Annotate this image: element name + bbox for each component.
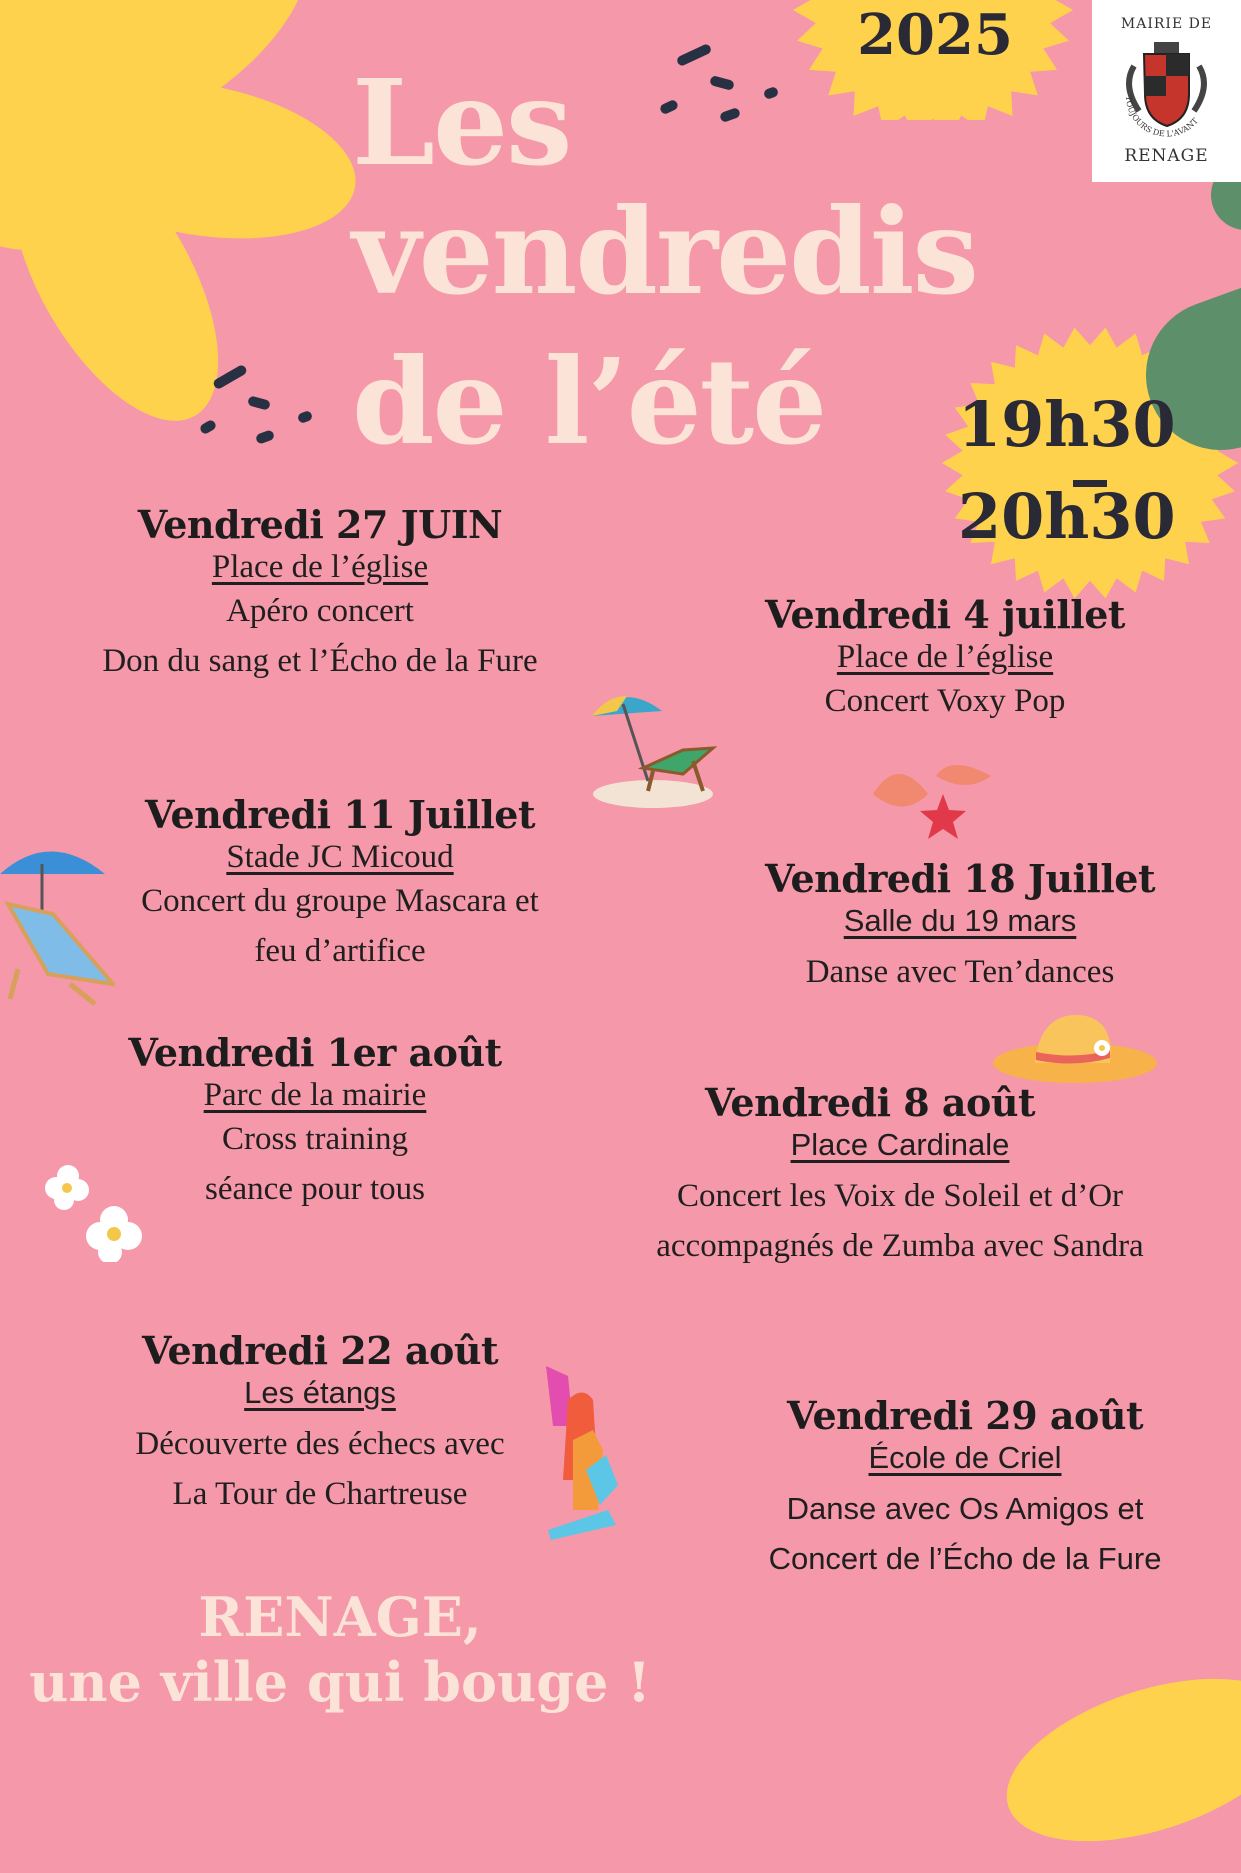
dash-decoration (709, 75, 735, 91)
town-hall-logo (1092, 0, 1241, 182)
event-place: Les étangs (244, 1375, 396, 1410)
yellow-flower-decoration (0, 0, 390, 460)
footer-town: RENAGE, (198, 1585, 482, 1649)
event-27-june (50, 502, 590, 686)
footer-slogan: une ville qui bouge ! (29, 1650, 651, 1714)
event-place: Parc de la mairie (203, 1077, 427, 1113)
event-desc-line: Danse avec Ten’dances (805, 954, 1115, 990)
event-22-august (50, 1328, 590, 1519)
event-place: Stade JC Micoud (226, 839, 454, 875)
event-desc-line: Découverte des échecs avec (135, 1426, 505, 1462)
title-line-2: vendredis (352, 182, 977, 321)
event-29-august (705, 1393, 1225, 1584)
event-desc-line: La Tour de Chartreuse (172, 1476, 468, 1512)
event-desc-line: Concert du groupe Mascara et (141, 883, 539, 919)
logo-bottom-text: RENAGE (1124, 146, 1209, 166)
event-title: Vendredi 22 août (141, 1328, 499, 1373)
event-18-july (700, 856, 1220, 997)
event-desc-line: Apéro concert (226, 593, 414, 629)
event-title: Vendredi 11 Juillet (144, 792, 536, 837)
title-line-3: de l’été (352, 332, 826, 471)
event-title: Vendredi 8 août (704, 1080, 1036, 1125)
time-start: 19h30 (958, 388, 1176, 461)
event-desc-line: Danse avec Os Amigos et (786, 1491, 1144, 1526)
event-desc-line: Concert de l’Écho de la Fure (768, 1541, 1162, 1576)
event-desc-line: Concert les Voix de Soleil et d’Or (676, 1178, 1124, 1214)
logo-motto: TOUJOURS DE L'AVANT (1123, 95, 1200, 139)
event-place: École de Criel (868, 1440, 1062, 1475)
umbrella-deckchair-icon (0, 834, 115, 1009)
event-desc-line: feu d’artifice (254, 933, 426, 969)
event-desc-line: Don du sang et l’Écho de la Fure (102, 643, 538, 679)
dash-decoration (676, 43, 713, 67)
event-desc-line: accompagnés de Zumba avec Sandra (656, 1228, 1144, 1264)
event-place: Salle du 19 mars (843, 903, 1077, 938)
dash-decoration (719, 107, 741, 123)
dash-decoration (659, 99, 680, 116)
event-title: Vendredi 27 JUIN (137, 502, 503, 547)
event-desc-line: Concert Voxy Pop (824, 683, 1066, 719)
logo-top-text: MAIRIE DE (1120, 16, 1213, 32)
seashell-starfish-icon (868, 754, 998, 844)
event-place: Place de l’église (211, 549, 429, 585)
event-title: Vendredi 1er août (128, 1030, 502, 1075)
event-place: Place de l’église (836, 639, 1054, 675)
event-desc-line: séance pour tous (205, 1171, 425, 1207)
frangipani-flower-icon (44, 1162, 144, 1262)
dash-decoration (763, 86, 780, 100)
event-title: Vendredi 18 Juillet (764, 856, 1156, 901)
coat-of-arms-icon (1114, 36, 1219, 146)
event-4-july (680, 592, 1210, 726)
time-end: 20h30 (958, 480, 1176, 553)
event-11-july (70, 792, 610, 976)
yellow-shape-decoration (987, 1647, 1241, 1873)
event-title: Vendredi 29 août (786, 1393, 1144, 1438)
event-title: Vendredi 4 juillet (765, 592, 1125, 637)
event-place: Place Cardinale (790, 1127, 1010, 1162)
event-desc-line: Cross training (221, 1121, 409, 1157)
chess-pieces-icon (538, 1360, 628, 1540)
event-8-august (570, 1080, 1230, 1271)
title-line-1: Les (352, 53, 571, 192)
year-label: 2025 (857, 2, 1013, 68)
beach-chair-icon (588, 686, 718, 811)
sun-hat-icon (990, 1008, 1160, 1088)
